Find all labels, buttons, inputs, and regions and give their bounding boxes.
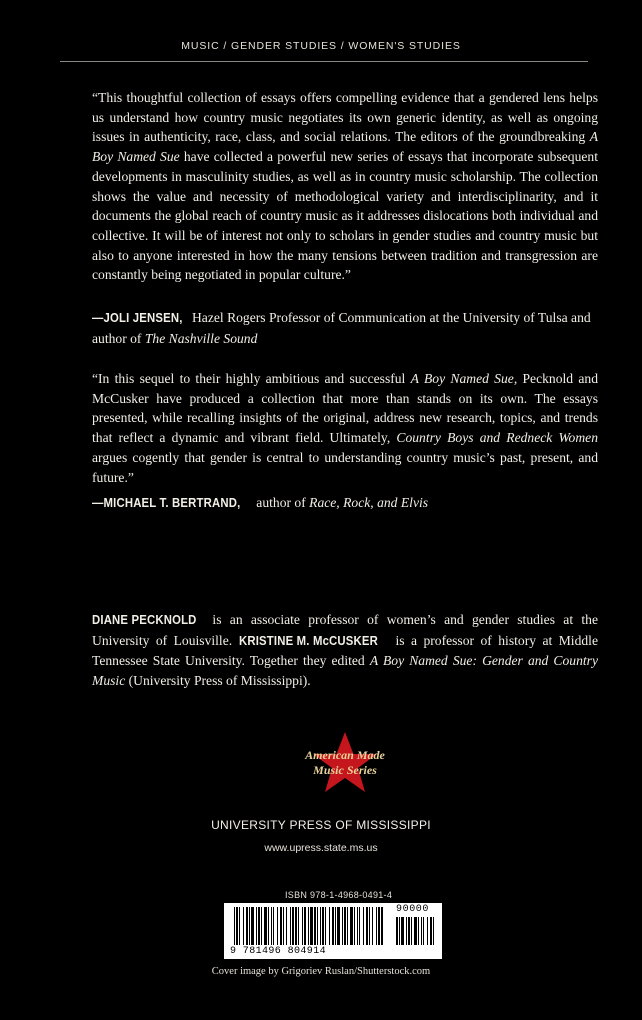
attribution-1-name: —JOLI JENSEN, (92, 311, 183, 325)
series-logo (300, 730, 390, 798)
barcode-bar (320, 907, 321, 945)
barcode-bar (347, 907, 348, 945)
barcode-bar (256, 907, 257, 945)
barcode-bar (292, 907, 294, 945)
barcode-bar (359, 907, 360, 945)
barcode-bar (317, 907, 318, 945)
barcode-bar (283, 907, 284, 945)
author-bio (92, 610, 598, 691)
price-barcode-bar (408, 917, 410, 945)
quote-2-text-a: “In this sequel to their highly ambitious and successful (92, 371, 411, 386)
barcode-bar (314, 907, 316, 945)
barcode-bar (363, 907, 364, 945)
price-barcode-bar (423, 917, 424, 945)
price-barcode-bar (427, 917, 428, 945)
quote-1-text-b: have collected a powerful new series of essays that incorporate subsequent developments in masculinity studies, as well as in country music scholarship. The collection shows the value and necessity of methodological variety and interdisciplinarity, and it documents the global reach of country music as it addresses dislocations both individual and collective. It will be of interest not only to scholars in gender studies and country music but also to anyone interested in how the many tensions between tradition and transgression are constantly being negotiated in popular culture.” (92, 149, 598, 283)
price-barcode-bar (430, 917, 432, 945)
price-barcode-bar (401, 917, 404, 945)
barcode-bar (322, 907, 324, 945)
bio-name-1: DIANE PECKNOLD (92, 613, 197, 627)
price-barcode-bar (406, 917, 407, 945)
price-barcode-bar (399, 917, 400, 945)
blurb-attribution-2 (92, 493, 598, 514)
quote-2-text-b: , Pecknold and McCusker have produced a collection that more than stands on its own. The essays presented, while recalling insights of the original, address new research, topics, and trends that reflect a dynamic and vibrant field. Ultimately, (92, 371, 598, 446)
price-barcode-bar (411, 917, 412, 945)
barcode-bar (310, 907, 313, 945)
barcode-bar (236, 907, 238, 945)
barcode-bar (329, 907, 330, 945)
bio-text-2: is a professor of history at Middle Tennessee State University. Together they edited (92, 632, 598, 669)
price-barcode-bar (414, 917, 417, 945)
bio-book-title: A Boy Named Sue: Gender and Country Music (92, 653, 598, 689)
barcode-bar (369, 907, 370, 945)
bio-text-1: is an associate professor of women’s and gender studies at the University of Louisville. (92, 612, 598, 648)
isbn-label: ISBN 978-1-4968-0491-4 (285, 890, 393, 900)
barcode-bar (251, 907, 254, 945)
attribution-1-text: Hazel Rogers Professor of Communication at the University of Tulsa and author of (92, 310, 591, 346)
blurb-quote-2 (92, 369, 598, 487)
blurb-quote-1 (92, 88, 598, 285)
barcode-bar (304, 907, 306, 945)
barcode-bar (354, 907, 355, 945)
barcode-bar (302, 907, 303, 945)
barcode-bar (332, 907, 334, 945)
publisher-name: UNIVERSITY PRESS OF MISSISSIPPI (211, 818, 431, 832)
barcode-bar (239, 907, 240, 945)
barcode-bar (376, 907, 377, 945)
price-barcode-bar (396, 917, 398, 945)
barcode-bar (350, 907, 353, 945)
quote-2-book-title-1: A Boy Named Sue (410, 371, 514, 386)
quote-2-book-title-2: Country Boys and Redneck Women (396, 430, 598, 446)
quote-1-book-title: A Boy Named Sue (92, 129, 598, 165)
barcode-price-code: 90000 (396, 904, 430, 915)
barcode-bar (366, 907, 368, 945)
barcode-bar (246, 907, 248, 945)
barcode-bar (378, 907, 380, 945)
barcode-bar (298, 907, 299, 945)
bio-name-2: KRISTINE M. McCUSKER (238, 633, 378, 648)
barcode-bar (249, 907, 250, 945)
barcode-bar (273, 907, 274, 945)
barcode-bar (342, 907, 343, 945)
barcode-bar (337, 907, 340, 945)
barcode-bar (308, 907, 309, 945)
quote-1-text-a: “This thoughtful collection of essays offers compelling evidence that a gendered lens helps us understand how country music negotiates its own generic identity, as well as ongoing issues in authenticity, race, class, and social relations. The editors of the groundbreaking (92, 90, 598, 145)
bio-text-3: (University Press of Mississippi). (125, 673, 311, 689)
barcode-bar (357, 907, 358, 945)
barcode-bar (280, 907, 282, 945)
publisher-url: www.upress.state.ms.us (264, 842, 378, 854)
quote-2-text-c: argues cogently that gender is central to understanding country music’s past, present, and future.” (92, 449, 598, 485)
price-barcode-bar (418, 917, 419, 945)
barcode-bar (243, 907, 244, 945)
barcode-bar (258, 907, 260, 945)
isbn-barcode (224, 903, 442, 959)
attribution-2-name: —MICHAEL T. BERTRAND, (92, 496, 241, 510)
blurb-attribution-1 (92, 308, 598, 348)
barcode-bar (290, 907, 291, 945)
series-logo-line-2: Music Series (313, 763, 377, 777)
barcode-bar (271, 907, 272, 945)
barcode-bar (325, 907, 326, 945)
barcode-bar (335, 907, 336, 945)
barcode-bar (264, 907, 267, 945)
barcode-bar (277, 907, 278, 945)
barcode-bar (286, 907, 287, 945)
barcode-bar (261, 907, 262, 945)
barcode-bar (372, 907, 373, 945)
price-barcode-bar (433, 917, 434, 945)
barcode-bar (268, 907, 269, 945)
barcode-digits: 9 781496 804914 (230, 946, 327, 957)
attribution-1-book: The Nashville Sound (144, 330, 258, 346)
header-divider (60, 61, 588, 62)
price-barcode-bar (421, 917, 422, 945)
attribution-2-text: author of (252, 495, 310, 510)
category-line: MUSIC / GENDER STUDIES / WOMEN'S STUDIES (181, 40, 461, 52)
barcode-bar (344, 907, 346, 945)
series-logo-line-1: American Made (305, 748, 385, 762)
barcode-bar (295, 907, 297, 945)
barcode-bar (234, 907, 235, 945)
barcode-bar (381, 907, 383, 945)
attribution-2-book: Race, Rock, and Elvis (309, 495, 429, 510)
cover-image-credit: Cover image by Grigoriev Ruslan/Shutterstock.com (211, 966, 431, 977)
